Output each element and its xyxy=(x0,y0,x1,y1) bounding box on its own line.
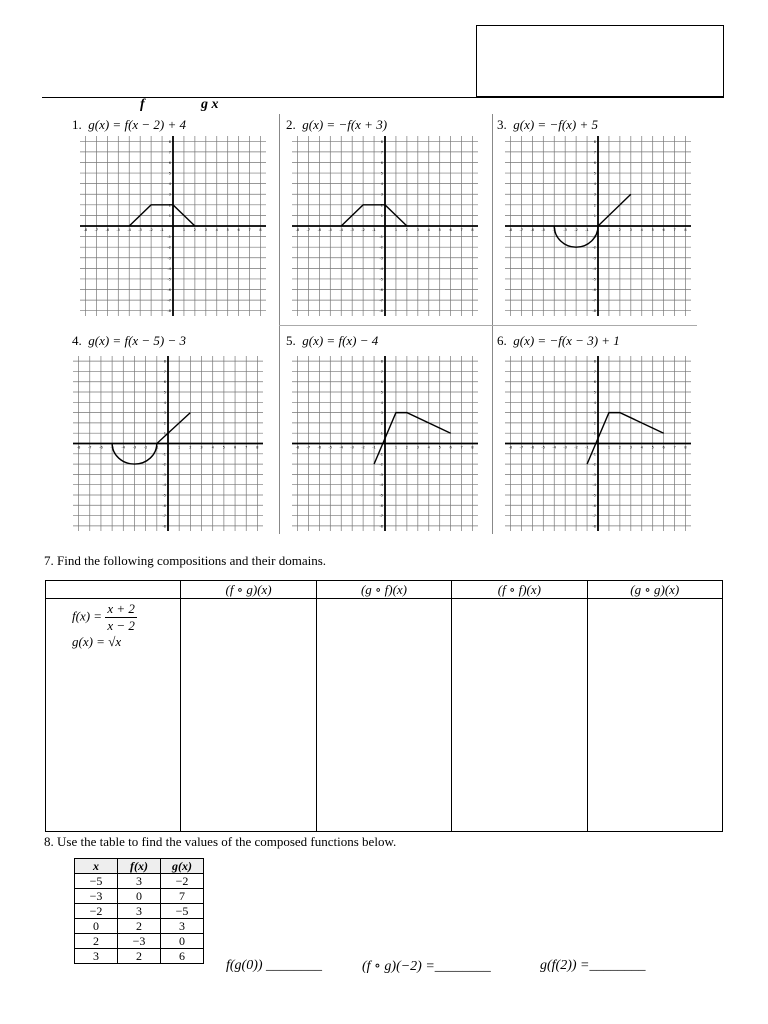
table-header-row xyxy=(46,581,723,599)
x-tick-label: 7 xyxy=(460,445,463,450)
x-tick-label: -8 xyxy=(508,445,513,450)
col-g-of-f: (g ∘ f)(x) xyxy=(316,581,451,599)
y-tick-label: -1 xyxy=(592,452,596,457)
y-tick-label: 7 xyxy=(380,369,383,374)
y-tick-label: -5 xyxy=(167,277,171,282)
y-tick-label: -5 xyxy=(379,493,383,498)
x-tick-label: 2 xyxy=(618,228,621,232)
y-tick-label: 7 xyxy=(593,150,596,155)
y-tick-label: 5 xyxy=(593,390,596,395)
y-tick-label: 2 xyxy=(593,203,596,208)
cell: 0 xyxy=(75,919,118,934)
y-tick-label: 6 xyxy=(380,380,383,385)
x-tick-label: -7 xyxy=(519,445,524,450)
row-divider xyxy=(279,325,697,326)
x-tick-label: 4 xyxy=(427,445,430,450)
y-tick-label: 7 xyxy=(593,369,596,374)
problem-4-expr: g(x) = f(x − 5) − 3 xyxy=(88,333,187,348)
y-tick-label: 8 xyxy=(593,139,596,144)
y-tick-label: 8 xyxy=(168,139,171,144)
y-tick-label: -6 xyxy=(592,288,596,293)
x-tick-label: 3 xyxy=(629,445,632,450)
table-row xyxy=(75,889,204,904)
header-fx: f(x) xyxy=(118,859,161,874)
x-tick-label: -2 xyxy=(361,445,365,450)
problem-4-label: 4. g(x) = f(x − 5) − 3 xyxy=(72,333,187,348)
x-tick-label: 6 xyxy=(449,445,452,450)
y-tick-label: -1 xyxy=(379,235,383,240)
question-8-prompt: 8. Use the table to find the values of the composed functions below. xyxy=(44,834,397,849)
problem-1-expr: g(x) = f(x − 2) + 4 xyxy=(88,117,187,132)
cell: −5 xyxy=(161,904,204,919)
y-tick-label: -7 xyxy=(379,298,383,303)
y-tick-label: 3 xyxy=(593,411,596,416)
x-tick-label: 8 xyxy=(256,445,259,450)
x-tick-label: -1 xyxy=(372,445,376,450)
x-tick-label: 4 xyxy=(640,445,643,450)
x-tick-label: 5 xyxy=(226,228,229,232)
f-denominator: x − 2 xyxy=(107,618,135,633)
y-tick-label: 6 xyxy=(593,160,596,165)
graph-5 xyxy=(292,356,478,531)
header-x: x xyxy=(75,859,118,874)
answer-g-of-f-of-2[interactable]: g(f(2)) =________ xyxy=(540,958,646,973)
y-tick-label: -1 xyxy=(379,452,383,457)
y-tick-label: 5 xyxy=(163,390,166,395)
graph-6 xyxy=(505,356,691,531)
x-tick-label: -8 xyxy=(508,228,513,232)
header-letter-f: f xyxy=(140,97,145,112)
x-tick-label: 3 xyxy=(416,445,419,450)
problem-1-label: 1. g(x) = f(x − 2) + 4 xyxy=(72,117,187,132)
x-tick-label: 1 xyxy=(394,228,398,232)
cell: 3 xyxy=(118,904,161,919)
values-header-row xyxy=(75,859,204,874)
cell: 2 xyxy=(75,934,118,949)
y-tick-label: -1 xyxy=(592,235,596,240)
x-tick-label: 6 xyxy=(449,228,452,232)
y-tick-label: -4 xyxy=(162,483,166,488)
y-tick-label: 7 xyxy=(380,150,383,155)
y-tick-label: -7 xyxy=(379,514,383,519)
y-tick-label: -2 xyxy=(379,462,383,467)
graph-4 xyxy=(73,356,263,531)
x-tick-label: 5 xyxy=(651,445,654,450)
x-tick-label: 4 xyxy=(427,228,430,232)
g-definition: g(x) = √x xyxy=(72,634,122,649)
x-tick-label: -4 xyxy=(552,445,556,450)
x-tick-label: -2 xyxy=(574,445,578,450)
cell: 0 xyxy=(161,934,204,949)
cell: −2 xyxy=(161,874,204,889)
y-tick-label: -3 xyxy=(379,472,383,477)
x-tick-label: 6 xyxy=(662,445,665,450)
x-tick-label: -4 xyxy=(339,445,343,450)
cell: −2 xyxy=(75,904,118,919)
y-tick-label: 6 xyxy=(593,380,596,385)
problem-3-label: 3. g(x) = −f(x) + 5 xyxy=(497,117,599,132)
header-letter-g: g x xyxy=(201,97,219,112)
table-row xyxy=(75,904,204,919)
x-tick-label: 8 xyxy=(259,228,262,232)
x-tick-label: -6 xyxy=(530,445,535,450)
y-tick-label: -6 xyxy=(379,288,383,293)
y-tick-label: 3 xyxy=(168,192,171,197)
answer-f-of-g-of-0[interactable]: f(g(0)) ________ xyxy=(226,958,323,973)
x-tick-label: 2 xyxy=(193,228,196,232)
cell: 3 xyxy=(118,874,161,889)
x-tick-label: 1 xyxy=(607,228,611,232)
x-tick-label: 1 xyxy=(607,445,611,450)
y-tick-label: -7 xyxy=(592,298,596,303)
x-tick-label: 7 xyxy=(245,445,248,450)
x-tick-label: -7 xyxy=(306,445,311,450)
y-tick-label: -4 xyxy=(379,266,383,271)
col-f-of-f: (f ∘ f)(x) xyxy=(452,581,587,599)
x-tick-label: 3 xyxy=(200,445,203,450)
x-tick-label: -6 xyxy=(317,445,322,450)
graph-1 xyxy=(80,136,266,316)
x-tick-label: 4 xyxy=(640,228,643,232)
function-curve xyxy=(112,413,190,464)
x-tick-label: -8 xyxy=(295,228,300,232)
y-tick-label: -4 xyxy=(167,266,171,271)
y-tick-label: -3 xyxy=(592,472,596,477)
x-tick-label: 5 xyxy=(438,228,441,232)
x-tick-label: -8 xyxy=(295,445,300,450)
table-row xyxy=(46,599,723,832)
y-tick-label: -2 xyxy=(162,462,166,467)
x-tick-label: -7 xyxy=(88,445,92,450)
problem-3-expr: g(x) = −f(x) + 5 xyxy=(513,117,599,132)
y-tick-label: 3 xyxy=(163,411,166,416)
x-tick-label: 3 xyxy=(416,228,419,232)
y-tick-label: 4 xyxy=(593,182,596,187)
answer-f-comp-g-at-neg2[interactable]: (f ∘ g)(−2) =________ xyxy=(362,959,491,974)
x-tick-label: -5 xyxy=(328,445,333,450)
x-tick-label: 8 xyxy=(471,228,474,232)
x-tick-label: 4 xyxy=(211,445,214,450)
y-tick-label: -2 xyxy=(592,245,596,250)
x-tick-label: 6 xyxy=(233,445,237,450)
y-tick-label: -4 xyxy=(592,483,596,488)
x-tick-label: -6 xyxy=(99,445,103,450)
x-tick-label: 8 xyxy=(471,445,474,450)
x-tick-label: -6 xyxy=(530,228,535,232)
x-tick-label: 2 xyxy=(618,445,621,450)
composition-table xyxy=(45,580,723,832)
y-tick-label: -5 xyxy=(592,493,596,498)
y-tick-label: 6 xyxy=(380,160,383,165)
col-g-of-g: (g ∘ g)(x) xyxy=(587,581,722,599)
y-tick-label: -3 xyxy=(592,256,596,261)
x-tick-label: 1 xyxy=(394,445,398,450)
x-tick-label: -3 xyxy=(350,228,354,232)
x-tick-label: 7 xyxy=(673,228,676,232)
y-tick-label: 3 xyxy=(380,411,383,416)
x-tick-label: 3 xyxy=(204,228,207,232)
y-tick-label: -3 xyxy=(379,256,383,261)
y-tick-label: 8 xyxy=(380,139,383,144)
question-7-prompt: 7. Find the following compositions and their domains. xyxy=(44,553,327,568)
x-tick-label: 8 xyxy=(684,228,687,232)
x-tick-label: -1 xyxy=(585,228,589,232)
y-tick-label: 2 xyxy=(593,421,596,426)
x-tick-label: 2 xyxy=(189,445,192,450)
y-tick-label: -6 xyxy=(379,503,383,508)
column-divider-1 xyxy=(279,114,280,534)
y-tick-label: -7 xyxy=(592,514,596,519)
y-tick-label: -2 xyxy=(167,245,171,250)
y-tick-label: -2 xyxy=(592,462,596,467)
y-tick-label: 8 xyxy=(380,359,383,364)
answer-f-of-f[interactable] xyxy=(452,599,587,832)
cell: 6 xyxy=(161,949,204,964)
x-tick-label: -2 xyxy=(574,228,578,232)
x-tick-label: 5 xyxy=(651,228,654,232)
y-tick-label: -7 xyxy=(162,514,166,519)
x-tick-label: 6 xyxy=(662,228,665,232)
y-tick-label: -7 xyxy=(167,298,171,303)
y-tick-label: 1 xyxy=(593,431,596,436)
y-tick-label: 5 xyxy=(168,171,171,176)
x-tick-label: -2 xyxy=(361,228,365,232)
answer-g-of-f[interactable] xyxy=(316,599,451,832)
cell: 2 xyxy=(118,949,161,964)
y-tick-label: 4 xyxy=(380,182,383,187)
y-tick-label: 5 xyxy=(593,171,596,176)
header-rule xyxy=(42,97,724,98)
x-tick-label: -5 xyxy=(110,445,114,450)
x-tick-label: 5 xyxy=(222,445,225,450)
cell: 2 xyxy=(118,919,161,934)
y-tick-label: -5 xyxy=(379,277,383,282)
function-curve xyxy=(554,194,631,247)
x-tick-label: -5 xyxy=(328,228,333,232)
x-tick-label: -3 xyxy=(563,445,567,450)
table-corner-cell xyxy=(46,581,181,599)
cell: −3 xyxy=(75,889,118,904)
x-tick-label: -4 xyxy=(339,228,343,232)
problem-5-label: 5. g(x) = f(x) − 4 xyxy=(286,333,379,348)
f-numerator: x + 2 xyxy=(107,601,135,616)
y-tick-label: 8 xyxy=(593,359,596,364)
y-tick-label: 4 xyxy=(380,400,383,405)
y-tick-label: 5 xyxy=(380,171,383,176)
x-tick-label: -2 xyxy=(143,445,148,450)
y-tick-label: -3 xyxy=(162,472,166,477)
y-tick-label: 6 xyxy=(163,380,166,385)
x-tick-label: 4 xyxy=(215,228,218,232)
x-tick-label: 7 xyxy=(460,228,463,232)
problem-6-expr: g(x) = −f(x − 3) + 1 xyxy=(513,333,620,348)
x-tick-label: -6 xyxy=(105,228,110,232)
cell: −3 xyxy=(118,934,161,949)
table-row xyxy=(75,949,204,964)
y-tick-label: -4 xyxy=(379,483,383,488)
x-tick-label: -4 xyxy=(552,228,556,232)
y-tick-label: 4 xyxy=(593,400,596,405)
x-tick-label: 1 xyxy=(178,445,181,450)
x-tick-label: 6 xyxy=(237,228,240,232)
y-tick-label: -1 xyxy=(167,235,171,240)
x-tick-label: -5 xyxy=(116,228,121,232)
y-tick-label: 4 xyxy=(168,182,171,187)
table-row xyxy=(75,919,204,934)
x-tick-label: -2 xyxy=(149,228,153,232)
y-tick-label: -6 xyxy=(167,288,171,293)
x-tick-label: -1 xyxy=(160,228,164,232)
table-row xyxy=(75,874,204,889)
y-tick-label: 7 xyxy=(163,369,166,374)
answer-f-of-g[interactable] xyxy=(181,599,316,832)
graph-3 xyxy=(505,136,691,316)
y-tick-label: 7 xyxy=(168,150,171,155)
x-tick-label: -6 xyxy=(317,228,322,232)
x-tick-label: 1 xyxy=(182,228,186,232)
y-tick-label: -8 xyxy=(162,524,166,529)
y-tick-label: 2 xyxy=(168,203,171,208)
x-tick-label: 7 xyxy=(248,228,251,232)
y-tick-label: 4 xyxy=(163,400,166,405)
cell: 3 xyxy=(75,949,118,964)
y-tick-label: 1 xyxy=(380,431,383,436)
name-box[interactable] xyxy=(476,25,724,97)
y-tick-label: -2 xyxy=(379,245,383,250)
y-tick-label: -6 xyxy=(162,503,166,508)
x-tick-label: -3 xyxy=(132,445,137,450)
problem-2-expr: g(x) = −f(x + 3) xyxy=(302,117,388,132)
column-divider-2 xyxy=(492,114,493,534)
x-tick-label: -4 xyxy=(127,228,131,232)
x-tick-label: -1 xyxy=(372,228,376,232)
y-tick-label: 1 xyxy=(380,213,383,218)
y-tick-label: -8 xyxy=(379,309,383,314)
f-fraction xyxy=(105,601,137,634)
y-tick-label: 1 xyxy=(593,213,596,218)
y-tick-label: 1 xyxy=(163,431,166,436)
problem-6-label: 6. g(x) = −f(x − 3) + 1 xyxy=(497,333,620,348)
x-tick-label: -4 xyxy=(121,445,126,450)
x-tick-label: -8 xyxy=(76,445,81,450)
y-tick-label: -5 xyxy=(592,277,596,282)
cell: −5 xyxy=(75,874,118,889)
f-label: f(x) = xyxy=(72,608,103,624)
x-tick-label: -8 xyxy=(83,228,88,232)
answer-g-of-g[interactable] xyxy=(587,599,722,832)
y-tick-label: 1 xyxy=(168,213,171,218)
y-tick-label: -8 xyxy=(379,524,383,529)
x-tick-label: -7 xyxy=(306,228,311,232)
x-tick-label: -1 xyxy=(585,445,589,450)
y-tick-label: 6 xyxy=(168,160,171,165)
x-tick-label: 7 xyxy=(673,445,676,450)
x-tick-label: -3 xyxy=(350,445,354,450)
x-tick-label: -3 xyxy=(563,228,567,232)
y-tick-label: 3 xyxy=(593,192,596,197)
x-tick-label: -7 xyxy=(519,228,524,232)
x-tick-label: -3 xyxy=(138,228,142,232)
x-tick-label: -5 xyxy=(541,445,546,450)
x-tick-label: 2 xyxy=(405,228,408,232)
y-tick-label: 5 xyxy=(380,390,383,395)
graph-2 xyxy=(292,136,478,316)
x-tick-label: 8 xyxy=(684,445,687,450)
y-tick-label: 2 xyxy=(163,421,166,426)
y-tick-label: -5 xyxy=(162,493,166,498)
y-tick-label: -8 xyxy=(592,309,596,314)
y-tick-label: -3 xyxy=(167,256,171,261)
values-table xyxy=(74,858,204,964)
cell: 0 xyxy=(118,889,161,904)
y-tick-label: -1 xyxy=(162,452,166,457)
cell: 7 xyxy=(161,889,204,904)
x-tick-label: -1 xyxy=(155,445,159,450)
y-tick-label: -8 xyxy=(592,524,596,529)
y-tick-label: 2 xyxy=(380,203,383,208)
y-tick-label: 2 xyxy=(380,421,383,426)
header-gx: g(x) xyxy=(161,859,204,874)
x-tick-label: 2 xyxy=(405,445,408,450)
y-tick-label: 8 xyxy=(163,359,166,364)
x-tick-label: 5 xyxy=(438,445,441,450)
problem-2-label: 2. g(x) = −f(x + 3) xyxy=(286,117,388,132)
cell: 3 xyxy=(161,919,204,934)
function-definitions xyxy=(46,599,181,832)
problem-5-expr: g(x) = f(x) − 4 xyxy=(302,333,379,348)
y-tick-label: -6 xyxy=(592,503,596,508)
col-f-of-g: (f ∘ g)(x) xyxy=(181,581,316,599)
x-tick-label: 3 xyxy=(629,228,632,232)
y-tick-label: 3 xyxy=(380,192,383,197)
y-tick-label: -4 xyxy=(592,266,596,271)
y-tick-label: -8 xyxy=(167,309,171,314)
x-tick-label: -5 xyxy=(541,228,546,232)
table-row xyxy=(75,934,204,949)
x-tick-label: -7 xyxy=(94,228,99,232)
